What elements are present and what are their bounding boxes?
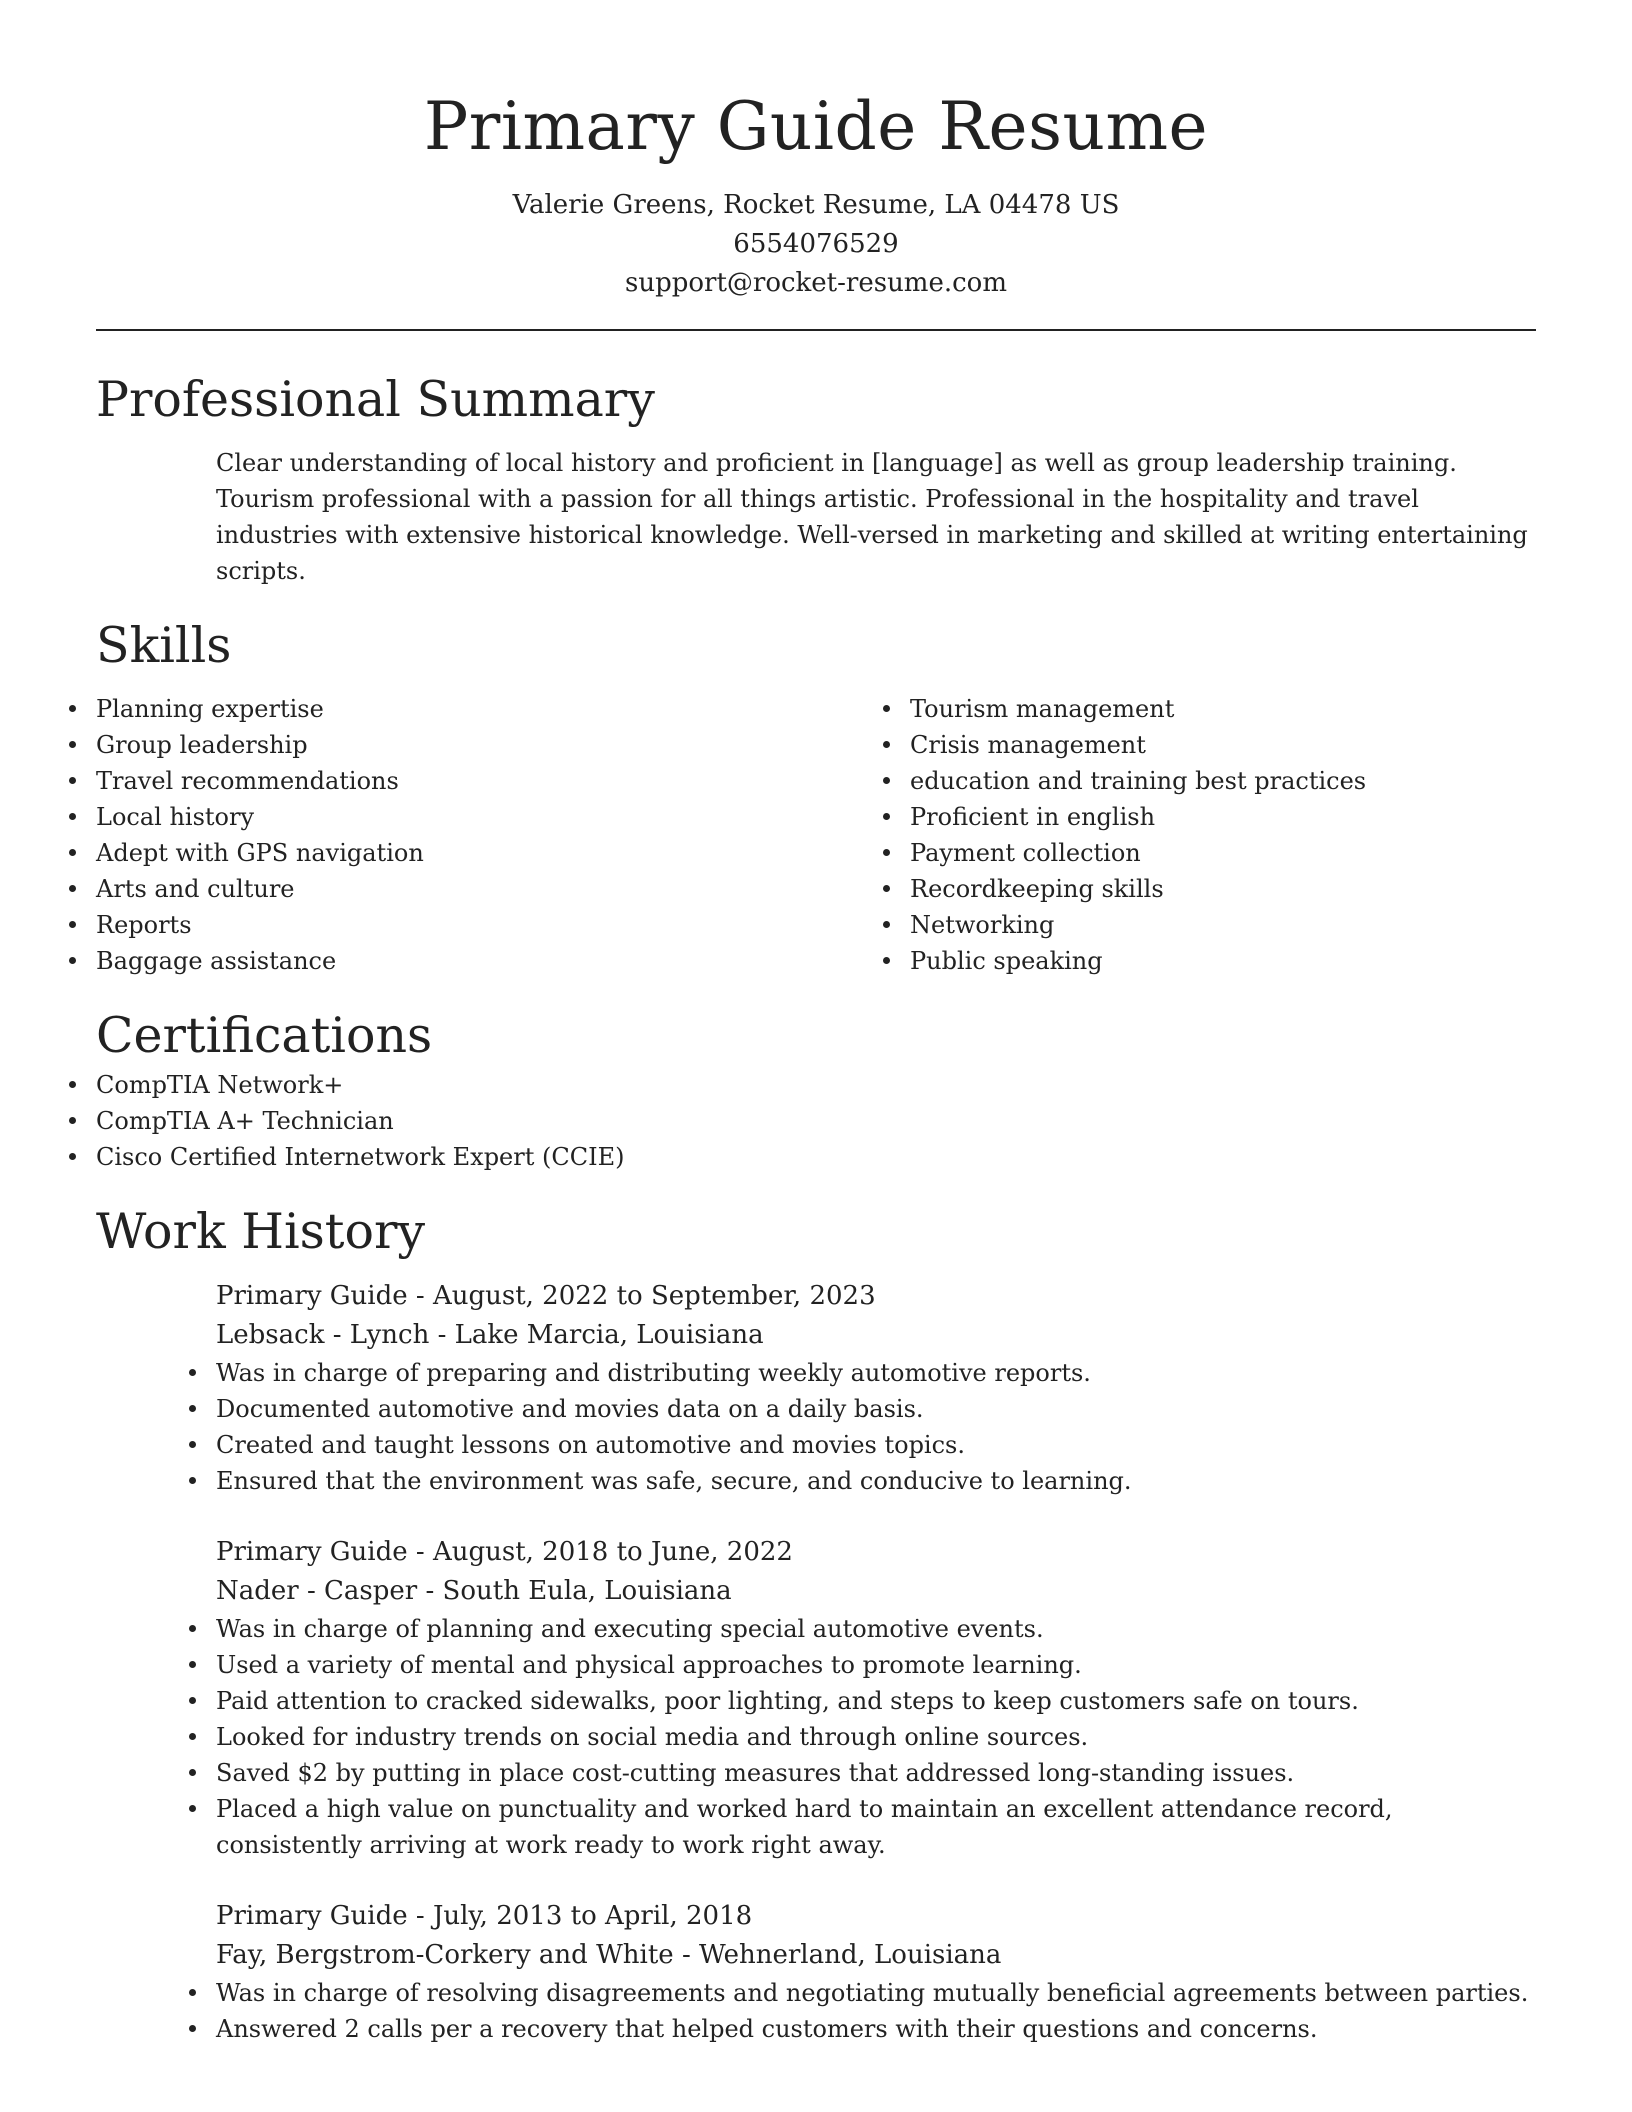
skill-item: Reports [96,907,746,943]
skill-item: Planning expertise [96,691,746,727]
skill-item: Proficient in english [910,799,1536,835]
skill-item: Public speaking [910,943,1536,979]
job-company-location: Lebsack - Lynch - Lake Marcia, Louisiana [216,1320,764,1350]
job-entry [216,1897,1536,2047]
job-duty: Created and taught lessons on automotive and movies topics. [216,1427,1536,1463]
job-duty: Answered 2 calls per a recovery that helped customers with their questions and concerns. [216,2011,1536,2047]
summary-section [96,369,1536,589]
job-duty: Documented automotive and movies data on a daily basis. [216,1391,1536,1427]
resume-page [96,0,1536,2047]
job-duty: Was in charge of planning and executing special automotive events. [216,1611,1536,1647]
skill-item: Travel recommendations [96,763,746,799]
skill-item: Baggage assistance [96,943,746,979]
job-role-dates: Primary Guide - July, 2013 to April, 2018 [216,1901,753,1931]
certification-item: CompTIA A+ Technician [96,1103,1536,1139]
certifications-list [96,1067,1536,1175]
phone-line: 6554076529 [733,229,899,259]
summary-text: Clear understanding of local history and proficient in [language] as well as group leadership training. Tourism professional with a passion for all things artistic. Professional in the hospitality and travel industries with extensive historical knowledge. Well-versed in marketing and skilled at writing entertaining scripts. [216,449,1528,585]
address-line: Valerie Greens, Rocket Resume, LA 04478 US [512,190,1120,220]
skill-item: Crisis management [910,727,1536,763]
certifications-section [96,1005,1536,1175]
job-duties-list [216,1975,1536,2047]
skill-item: Payment collection [910,835,1536,871]
contact-block [96,186,1536,303]
job-role-dates: Primary Guide - August, 2022 to September, 2023 [216,1281,876,1311]
skill-item: Arts and culture [96,871,746,907]
header-divider [96,329,1536,331]
skill-item: Local history [96,799,746,835]
job-company-location: Fay, Bergstrom-Corkery and White - Wehnerland, Louisiana [216,1940,1002,1970]
summary-heading: Professional Summary [96,371,655,428]
job-duty: Used a variety of mental and physical approaches to promote learning. [216,1647,1536,1683]
skill-item: Networking [910,907,1536,943]
certification-item: CompTIA Network+ [96,1067,1536,1103]
work-history-heading: Work History [96,1203,426,1260]
skill-item: Group leadership [96,727,746,763]
skill-item: Adept with GPS navigation [96,835,746,871]
job-company-location: Nader - Casper - South Eula, Louisiana [216,1576,732,1606]
job-duty: Placed a high value on punctuality and worked hard to maintain an excellent attendance record, consistently arriving at work ready to work right away. [216,1791,1536,1863]
job-duty: Looked for industry trends on social media and through online sources. [216,1719,1536,1755]
work-history-section [96,1201,1536,2047]
skills-heading: Skills [96,617,232,674]
job-duty: Was in charge of resolving disagreements and negotiating mutually beneficial agreements between parties. [216,1975,1536,2011]
job-entry [216,1533,1536,1863]
certifications-heading: Certifications [96,1007,433,1064]
resume-title: Primary Guide Resume [423,88,1209,165]
skills-left-column [96,691,746,979]
skills-right-column [746,691,1536,979]
skills-section [96,615,1536,979]
email-line: support@rocket-resume.com [624,268,1007,298]
job-duty: Paid attention to cracked sidewalks, poor lighting, and steps to keep customers safe on tours. [216,1683,1536,1719]
job-duty: Was in charge of preparing and distributing weekly automotive reports. [216,1355,1536,1391]
skill-item: education and training best practices [910,763,1536,799]
skill-item: Tourism management [910,691,1536,727]
job-duties-list [216,1611,1536,1863]
resume-header [96,0,1536,303]
job-entry [216,1277,1536,1499]
certification-item: Cisco Certified Internetwork Expert (CCIE) [96,1139,1536,1175]
job-duties-list [216,1355,1536,1499]
skill-item: Recordkeeping skills [910,871,1536,907]
job-role-dates: Primary Guide - August, 2018 to June, 2022 [216,1537,793,1567]
skills-grid [96,691,1536,979]
job-duty: Ensured that the environment was safe, secure, and conducive to learning. [216,1463,1536,1499]
job-duty: Saved $2 by putting in place cost-cutting measures that addressed long-standing issues. [216,1755,1536,1791]
